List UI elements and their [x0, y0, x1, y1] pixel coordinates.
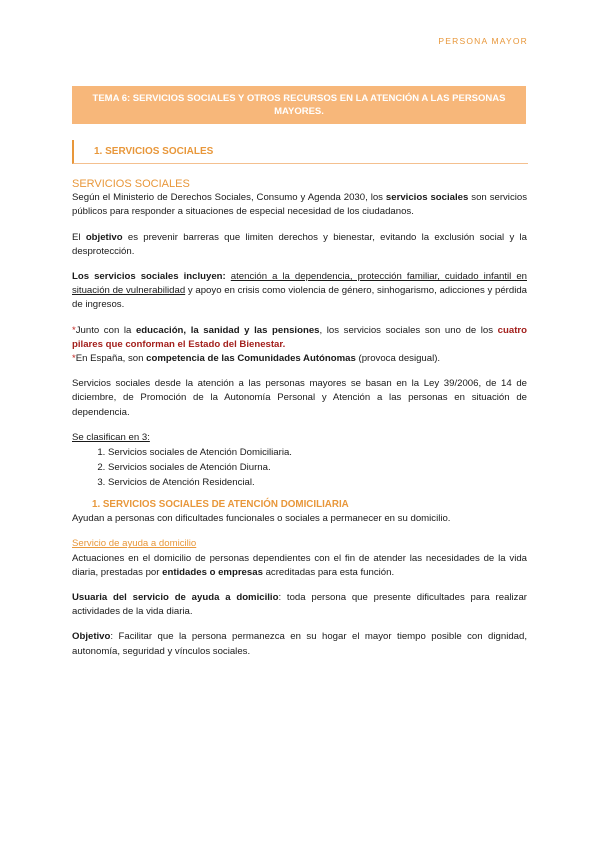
classify-label: Se clasifican en 3: [72, 431, 150, 443]
topic-title-banner [72, 86, 526, 124]
paragraph-includes: Los servicios sociales incluyen: atención a la dependencia, protección familiar, cuidado infantil en situación de vulnerabilidad y apoyo en crisis como violencia de género, sinhogarismo, adicciones y pérdida de ingresos. [72, 271, 528, 311]
note-pillars: *Junto con la educación, la sanidad y las pensiones, los servicios sociales son uno de los cuatro pilares que conforman el Estado del Bienestar. [72, 324, 527, 350]
paragraph-goal: Objetivo: Facilitar que la persona permanezca en su hogar el mayor tiempo posible con dignidad, autonomía, seguridad y vínculos sociales. [72, 631, 527, 657]
heading-servicios-sociales: SERVICIOS SOCIALES [72, 178, 190, 190]
paragraph-actions: Actuaciones en el domicilio de personas dependientes con el fin de atender las necesidades de la vida diaria, prestadas por entidades o empresas acreditadas para esta función. [72, 552, 527, 578]
list-item: 1. Servicios sociales de Atención Domiciliaria. [108, 445, 527, 460]
topic-title: TEMA 6: SERVICIOS SOCIALES Y OTROS RECURSOS EN LA ATENCIÓN A LAS PERSONAS MAYORES. [92, 93, 506, 117]
paragraph-definition: Según el Ministerio de Derechos Sociales, Consumo y Agenda 2030, los servicios sociales son servicios públicos para responder a situaciones de especial necesidad de los ciudadanos. [72, 192, 528, 218]
paragraph-home-care: Ayudan a personas con dificultades funcionales o sociales a permanecer en su domicilio. [72, 513, 451, 525]
paragraph-objective: El objetivo es prevenir barreras que limiten derechos y bienestar, evitando la exclusión social y la desprotección. [72, 231, 527, 257]
note-competence: *En España, son competencia de las Comunidades Autónomas (provoca desigual). [72, 353, 441, 365]
section-heading: 1. SERVICIOS SOCIALES [72, 140, 528, 164]
list-item: 3. Servicios de Atención Residencial. [108, 475, 527, 490]
document-body [72, 177, 527, 659]
services-list [72, 445, 527, 490]
subsection-heading: 1. SERVICIOS SOCIALES DE ATENCIÓN DOMICILIARIA [92, 499, 349, 511]
paragraph-law: Servicios sociales desde la atención a las personas mayores se basan en la Ley 39/2006, de 14 de diciembre, de Promoción de la Autonomía Personal y Atención a las personas en situación de dependencia. [72, 378, 527, 418]
page-header-label: PERSONA MAYOR [438, 36, 528, 46]
paragraph-user: Usuaria del servicio de ayuda a domicilio: toda persona que presente dificultades para realizar actividades de la vida diaria. [72, 592, 527, 618]
heading-home-help-service: Servicio de ayuda a domicilio [72, 538, 197, 550]
list-item: 2. Servicios sociales de Atención Diurna. [108, 460, 527, 475]
